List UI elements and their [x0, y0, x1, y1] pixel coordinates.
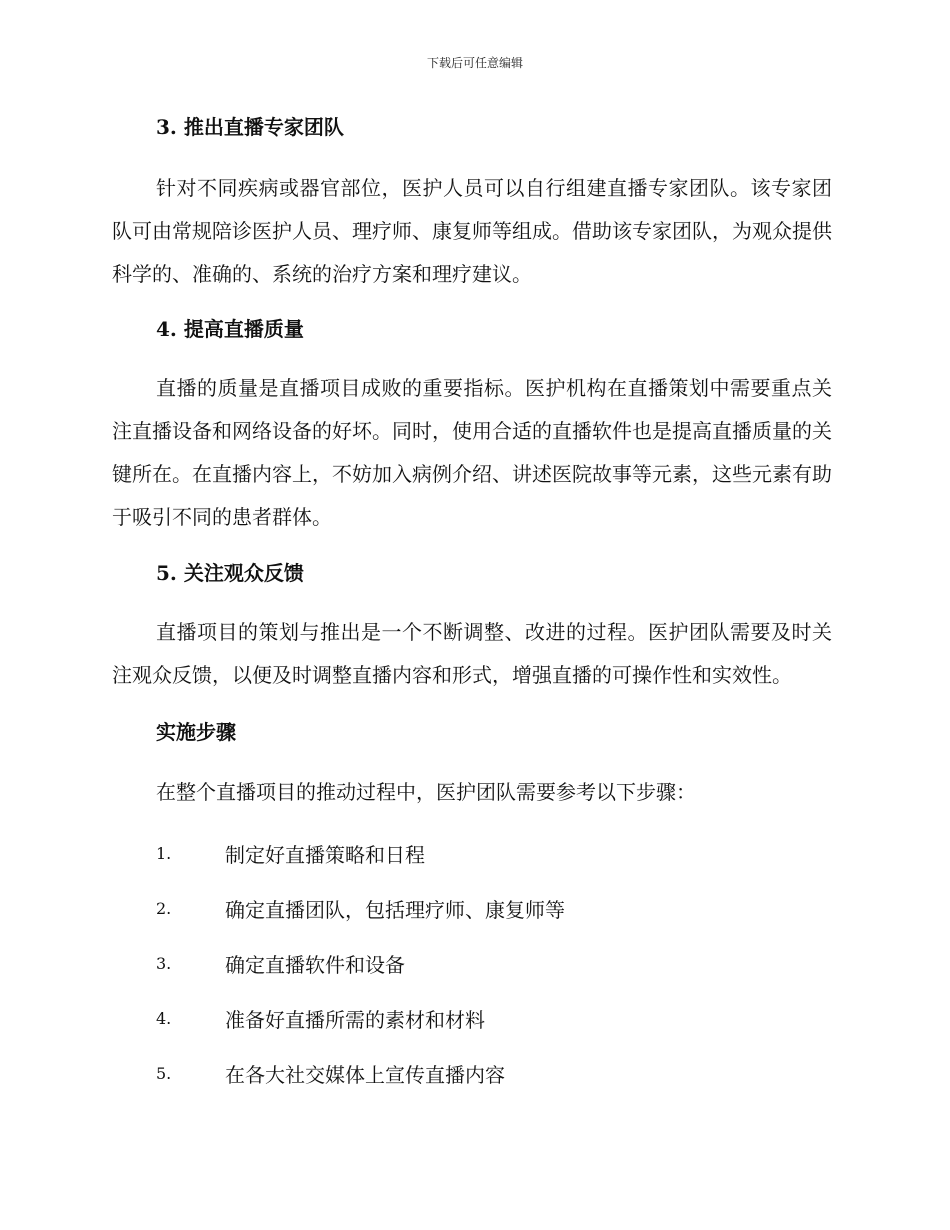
section-heading-expert-team: 3. 推出直播专家团队: [156, 115, 344, 139]
section-heading-implementation: 实施步骤: [156, 720, 236, 744]
step-text: 确定直播软件和设备: [225, 953, 405, 977]
section-heading-quality: 4. 提高直播质量: [156, 317, 304, 341]
steps-list: [112, 826, 832, 1101]
step-text: 制定好直播策略和日程: [225, 843, 425, 867]
step-number: 2.: [156, 899, 172, 918]
section-paragraph-quality: 直播的质量是直播项目成败的重要指标。医护机构在直播策划中需要重点关注直播设备和网络设备的好坏。同时，使用合适的直播软件也是提高直播质量的关键所在。在直播内容上，不妨加入病例介绍、讲述医院故事等元素，这些元素有助于吸引不同的患者群体。: [112, 376, 832, 529]
list-item: [112, 881, 832, 936]
step-number: 4.: [156, 1009, 172, 1028]
section-heading-feedback: 5. 关注观众反馈: [156, 561, 304, 585]
list-item: [112, 936, 832, 991]
section-paragraph-implementation: 在整个直播项目的推动过程中，医护团队需要参考以下步骤：: [156, 780, 696, 804]
list-item: [112, 1046, 832, 1101]
list-item: [112, 991, 832, 1046]
step-text: 在各大社交媒体上宣传直播内容: [225, 1063, 505, 1087]
document-body: [112, 112, 832, 1101]
step-number: 1.: [156, 844, 172, 863]
step-number: 3.: [156, 954, 172, 973]
section-paragraph-feedback: 直播项目的策划与推出是一个不断调整、改进的过程。医护团队需要及时关注观众反馈，以便及时调整直播内容和形式，增强直播的可操作性和实效性。: [112, 620, 832, 687]
step-text: 确定直播团队，包括理疗师、康复师等: [225, 898, 565, 922]
step-number: 5.: [156, 1064, 172, 1083]
step-text: 准备好直播所需的素材和材料: [225, 1008, 485, 1032]
list-item: [112, 826, 832, 881]
section-paragraph-expert-team: 针对不同疾病或器官部位，医护人员可以自行组建直播专家团队。该专家团队可由常规陪诊医护人员、理疗师、康复师等组成。借助该专家团队，为观众提供科学的、准确的、系统的治疗方案和理疗建议。: [112, 176, 832, 286]
page-header-note: 下载后可任意编辑: [426, 56, 523, 70]
